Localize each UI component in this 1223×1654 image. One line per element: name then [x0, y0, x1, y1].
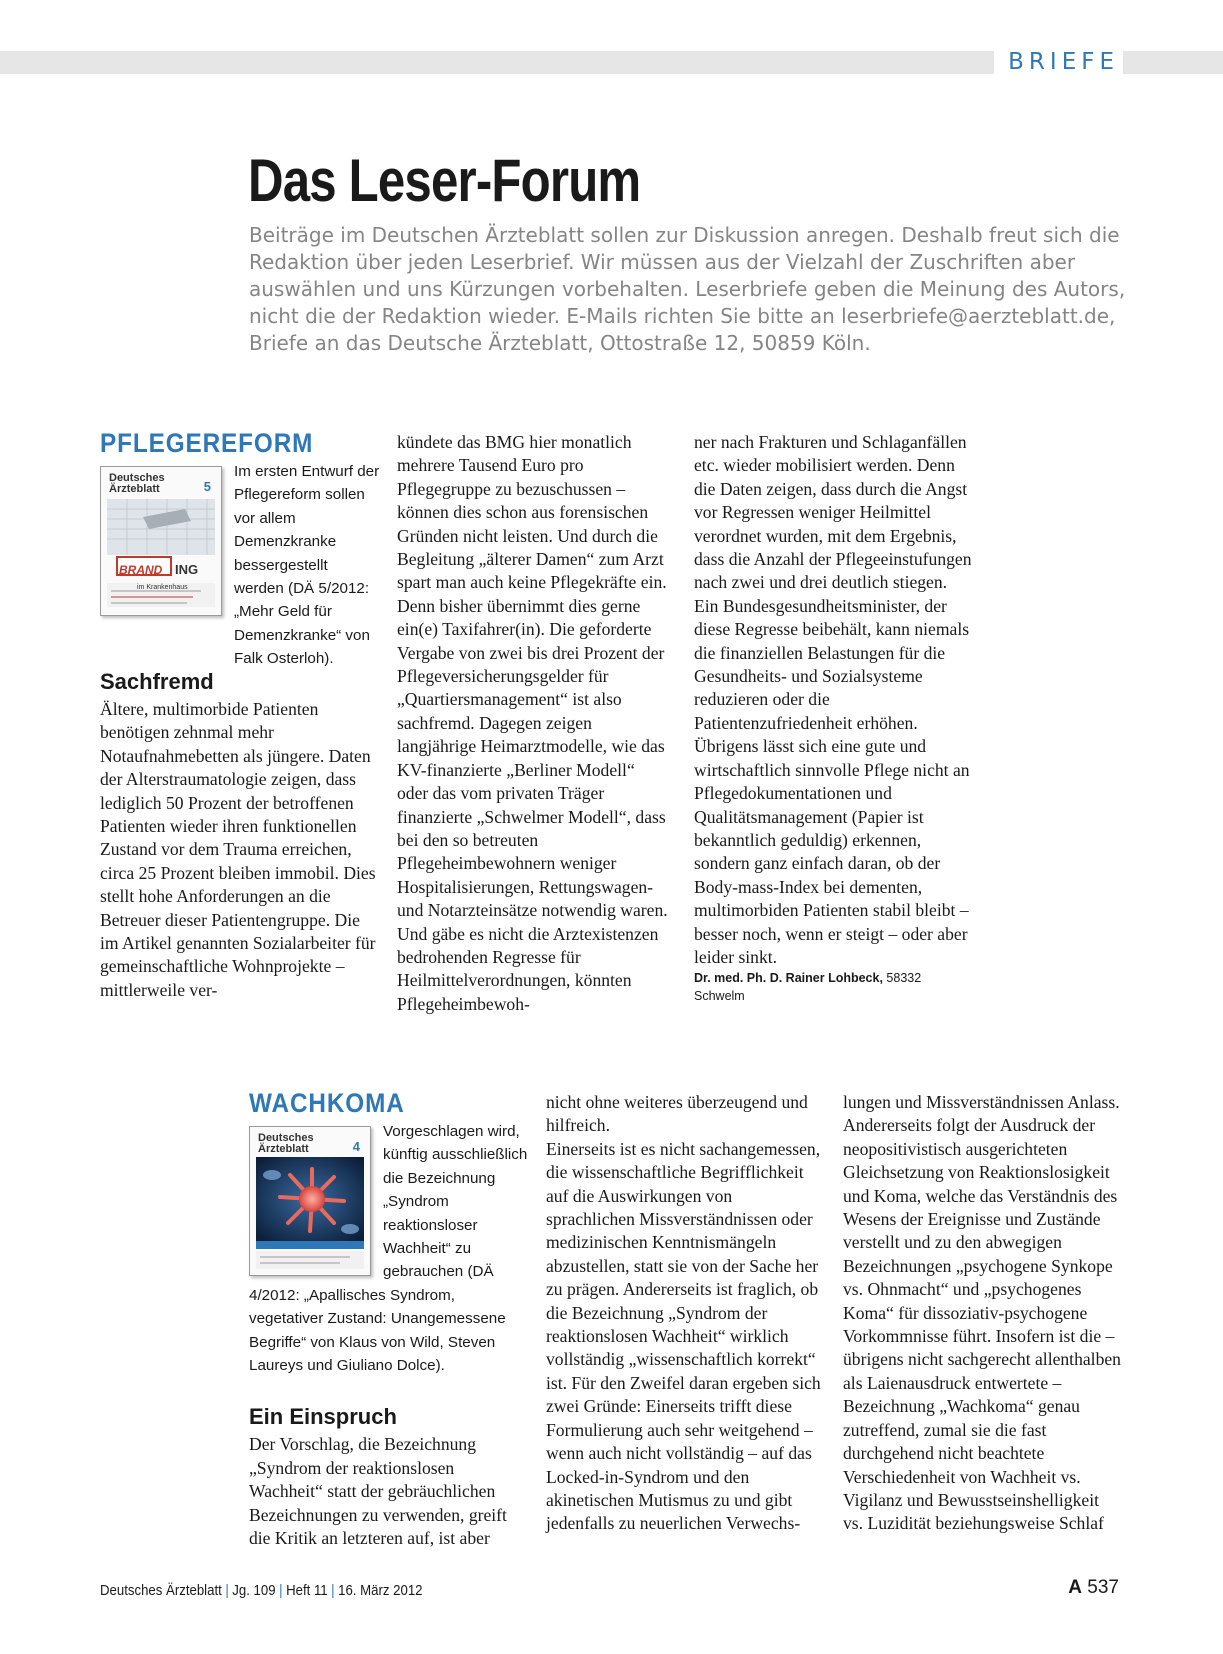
article2-cover-image: [249, 1126, 371, 1276]
article1-subhead: Sachfremd: [100, 669, 214, 694]
article1-col3-paragraph-3: Übrigens lässt sich eine gute und wirtschaftlich sinnvolle Pflege nicht an Pflegedokumentationen und Qualitätsmanagement (Papier ist bekanntlich geduldig) erkennen, sondern ganz einfach daran, ob der Body-mass-Index bei dementen, multimorbiden Patienten stabil bleibt – besser noch, wenn er steigt – oder aber leider sinkt.: [694, 736, 970, 967]
article1-teaser-block: [100, 460, 380, 668]
article2-heading: WACHKOMA: [249, 1088, 405, 1118]
footer-citation: Deutsches Ärzteblatt | Jg. 109 | Heft 11 | 16. März 2012: [100, 1582, 423, 1599]
cover-word-brand: BRAND: [119, 563, 163, 577]
cover-issue-number: 5: [203, 479, 211, 494]
article1-col2-text: kündete das BMG hier monatlich mehrere Tausend Euro pro Pflegegruppe zu bezuschussen – können dies schon aus forensischen Gründen nicht leisten. Und durch die Begleitung „älterer Damen“ zum Arzt spart man auch keine Pflegekräfte ein. Denn bisher übernimmt dies gerne ein(e) Taxifahrer(in). Die geforderte Vergabe von zwei bis drei Prozent der Pflegeversicherungsgelder für „Quartiersmanagement“ ist also sachfremd. Dagegen zeigen langjährige Heimarztmodelle, wie das KV-finanzierte „Berliner Modell“ oder das vom privaten Träger finanzierte „Schwelmer Modell“, dass bei den so betreuten Pflegeheimbewohnern weniger Hospitalisierungen, Rettungswagen- und Notarzteinsätze notwendig waren. Und gäbe es nicht die Arztexistenzen bedrohenden Regresse für Heilmittelverordnungen, könnten Pflegeheimbewoh-: [397, 432, 668, 1014]
cover-word-ing: ING: [175, 562, 199, 577]
author-name: Dr. med. Ph. D. Rainer Lohbeck,: [694, 971, 883, 986]
footer-volume: Jg. 109: [232, 1582, 276, 1599]
article1-col3-paragraph-2: Ein Bundesgesundheitsminister, der diese Regresse beibehält, kann niemals die finanziellen Belastungen für die Gesundheits- und Sozialsysteme reduzieren oder die Patientenzufriedenheit erhöhen.: [694, 595, 970, 733]
article1-column-1: [100, 428, 380, 1002]
article1-col1-text: Ältere, multimorbide Patienten benötigen zehnmal mehr Notaufnahmebetten als jüngere. Daten der Alterstraumatologie zeigen, dass lediglich 50 Prozent der betroffenen Patienten wieder ihren funktionellen Zustand vor dem Trauma erreichen, circa 25 Prozent bleiben immobil. Dies stellt hohe Anforderungen an die Betreuer dieser Patientengruppe. Die im Artikel genannten Sozialarbeiter für gemeinschaftliche Wohnprojekte – mittlerweile ver-: [100, 699, 376, 1000]
article2-col1-text: Der Vorschlag, die Bezeichnung „Syndrom der reaktionslosen Wachheit“ statt der gebräuchlichen Bezeichnungen zu verwenden, greift die Kritik an letzteren auf, ist aber: [249, 1434, 507, 1549]
article2-column-2: [546, 1091, 822, 1536]
article1-author: [694, 969, 974, 1005]
article2-column-1: [249, 1088, 529, 1551]
article2-teaser: Vorgeschlagen wird, künftig ausschließlich die Bezeichnung „Syndrom reaktionsloser Wachheit“ zu gebrauchen (DÄ 4/2012: „Apallisches Syndrom, vegetativer Zustand: Unangemessene Begriffe“ von Klaus von Wild, Steven Laureys und Giuliano Dolce).: [249, 1120, 529, 1377]
article2-col2-paragraph-2: Einerseits ist es nicht sachangemessen, die wissenschaftliche Begrifflichkeit auf die Auswirkungen von sprachlichen Missverständnissen oder medizinischen Kenntnismängeln abzustellen, statt sie von der Sache her zu prägen. Andererseits ist fraglich, ob die Bezeichnung „Syndrom der reaktionslosen Wachheit“ wirklich vollständig „wissenschaftlich korrekt“ ist. Für den Zweifel daran ergeben sich zwei Gründe: Einerseits trifft diese Formulierung auch sehr weitgehend – wenn auch nicht vollständig – auf das Locked-in-Syndrom und den akinetischen Mutismus zu und gibt jedenfalls zu neuerlichen Verwechs-: [546, 1138, 821, 1534]
footer-journal: Deutsches Ärzteblatt: [100, 1582, 222, 1599]
page-number: [1068, 1577, 1119, 1599]
page-prefix: A: [1068, 1577, 1083, 1598]
cover-issue-number: 4: [352, 1139, 360, 1154]
article1-heading: PFLEGEREFORM: [100, 428, 314, 458]
article1-column-3: [694, 431, 974, 1005]
footer-issue: Heft 11: [286, 1582, 328, 1599]
cover-brand: Deutsches Ärzteblatt: [258, 1132, 314, 1155]
article2-col3-text: lungen und Missverständnissen Anlass. Andererseits folgt der Ausdruck der neopositivistisch ausgerichteten Gleichsetzung von Reaktionslosigkeit und Koma, welche das Verständnis des Wesens der Ereignisse und Zustände verstellt und zu den abwegigen Bezeichnungen „psychogene Synkope vs. Ohnmacht“ und „psychogenes Koma“ für dissoziativ-psychogene Vorkommnisse führt. Insofern ist die – übrigens nicht sachgerecht allenthalben als Laienausdruck entwertete – Bezeichnung „Wachkoma“ genau zutreffend, zumal sie die fast durchgehend nicht beachtete Verschiedenheit von Wachheit vs. Vigilanz und Bewusstseinshelligkeit vs. Luzidität beziehungsweise Schlaf: [843, 1092, 1121, 1534]
intro-text: Beiträge im Deutschen Ärzteblatt sollen zur Diskussion anregen. Deshalb freut sich die Redaktion über jeden Leserbrief. Wir müssen aus der Vielzahl der Zuschriften aber auswählen und uns Kürzungen vorbehalten. Leserbriefe geben die Meinung des Autors, nicht die der Redaktion wieder. E-Mails richten Sie bitte an leserbriefe@aerzteblatt.de, Briefe an das Deutsche Ärzteblatt, Ottostraße 12, 50859 Köln.: [249, 223, 1126, 355]
cover-subtitle: im Krankenhaus: [137, 584, 188, 591]
article1-teaser: Im ersten Entwurf der Pflegereform sollen vor allem Demenzkranke bessergestellt werden (DÄ 5/2012: „Mehr Geld für Demenzkranke“ von Falk Osterloh).: [234, 463, 380, 668]
article1-column-2: [397, 431, 669, 1016]
author-place: 58332 Schwelm: [694, 971, 922, 1004]
page-number-value: 537: [1087, 1577, 1119, 1598]
article2-col2-paragraph-1: nicht ohne weiteres überzeugend und hilfreich.: [546, 1092, 808, 1136]
cover-brand: Deutsches Ärzteblatt: [109, 472, 165, 495]
article1-cover-image: [100, 466, 222, 616]
article1-col3-paragraph-1: ner nach Frakturen und Schlaganfällen etc. wieder mobilisiert werden. Denn die Daten zeigen, dass durch die Angst vor Regressen weniger Heilmittel verordnet wurden, mit dem Ergebnis, dass die Anzahl der Pflegeeinstufungen nach zwei und drei deutlich stiegen.: [694, 432, 972, 593]
article2-column-3: [843, 1091, 1123, 1536]
article2-subhead: Ein Einspruch: [249, 1404, 397, 1430]
footer-date: 16. März 2012: [338, 1582, 423, 1599]
cover-microbe-artwork: [250, 1127, 370, 1275]
section-label: BRIEFE: [994, 44, 1123, 80]
article2-teaser-block: [249, 1120, 529, 1377]
page-title: Das Leser-Forum: [248, 147, 641, 214]
